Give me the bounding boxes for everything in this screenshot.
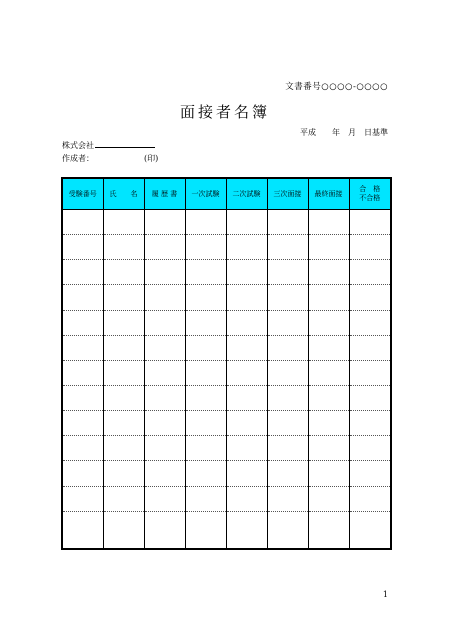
date-line: 平成 年 月 日基準 xyxy=(300,128,388,137)
table-cell[interactable] xyxy=(103,360,144,385)
header-first-exam: 一次試験 xyxy=(185,178,226,210)
table-row xyxy=(62,511,391,549)
table-cell[interactable] xyxy=(308,486,349,511)
table-cell[interactable] xyxy=(103,285,144,310)
table-cell[interactable] xyxy=(103,461,144,486)
table-cell[interactable] xyxy=(185,411,226,436)
table-cell[interactable] xyxy=(62,210,103,235)
table-cell[interactable] xyxy=(267,260,308,285)
header-resume: 履 歴 書 xyxy=(144,178,185,210)
table-row xyxy=(62,235,391,260)
header-second-exam: 二次試験 xyxy=(226,178,267,210)
table-cell[interactable] xyxy=(349,260,391,285)
author-label: 作成者： xyxy=(62,154,94,163)
table-cell[interactable] xyxy=(267,411,308,436)
table-cell[interactable] xyxy=(62,285,103,310)
table-cell[interactable] xyxy=(267,335,308,360)
table-cell[interactable] xyxy=(267,511,308,549)
table-cell[interactable] xyxy=(226,235,267,260)
table-cell[interactable] xyxy=(185,210,226,235)
table-cell[interactable] xyxy=(308,385,349,410)
table-cell[interactable] xyxy=(226,411,267,436)
table-cell[interactable] xyxy=(226,285,267,310)
table-cell[interactable] xyxy=(185,486,226,511)
table-cell[interactable] xyxy=(185,385,226,410)
header-fail-label: 不合格 xyxy=(359,194,381,202)
table-row xyxy=(62,461,391,486)
table-cell[interactable] xyxy=(308,411,349,436)
table-row xyxy=(62,411,391,436)
table-cell[interactable] xyxy=(349,235,391,260)
table-cell[interactable] xyxy=(62,385,103,410)
table-cell[interactable] xyxy=(185,360,226,385)
document-number: 文書番号○○○○-○○○○ xyxy=(285,82,388,92)
table-cell[interactable] xyxy=(103,310,144,335)
table-cell[interactable] xyxy=(185,511,226,549)
table-cell[interactable] xyxy=(308,360,349,385)
table-cell[interactable] xyxy=(349,360,391,385)
table-cell[interactable] xyxy=(62,360,103,385)
table-cell[interactable] xyxy=(349,486,391,511)
table-cell[interactable] xyxy=(103,486,144,511)
table-cell[interactable] xyxy=(144,360,185,385)
header-third-interview: 三次面接 xyxy=(267,178,308,210)
table-cell[interactable] xyxy=(62,461,103,486)
table-cell[interactable] xyxy=(144,436,185,461)
table-cell[interactable] xyxy=(349,285,391,310)
author-field xyxy=(62,153,159,164)
table-cell[interactable] xyxy=(308,285,349,310)
table-cell[interactable] xyxy=(226,511,267,549)
table-cell[interactable] xyxy=(62,436,103,461)
table-cell[interactable] xyxy=(308,335,349,360)
table-cell[interactable] xyxy=(103,385,144,410)
table-cell[interactable] xyxy=(144,335,185,360)
company-field xyxy=(62,139,155,151)
table-cell[interactable] xyxy=(267,310,308,335)
table-cell[interactable] xyxy=(62,486,103,511)
table-cell[interactable] xyxy=(308,436,349,461)
table-cell[interactable] xyxy=(103,260,144,285)
table-cell[interactable] xyxy=(308,260,349,285)
table-cell[interactable] xyxy=(144,310,185,335)
table-cell[interactable] xyxy=(349,511,391,549)
table-cell[interactable] xyxy=(226,385,267,410)
table-cell[interactable] xyxy=(226,461,267,486)
table-header-row xyxy=(62,178,391,210)
table-row xyxy=(62,385,391,410)
table-row xyxy=(62,210,391,235)
table-cell[interactable] xyxy=(226,360,267,385)
table-cell[interactable] xyxy=(308,235,349,260)
table-cell[interactable] xyxy=(308,210,349,235)
table-cell[interactable] xyxy=(144,210,185,235)
table-body xyxy=(62,210,391,550)
table-cell[interactable] xyxy=(144,511,185,549)
table-cell[interactable] xyxy=(349,385,391,410)
header-pass-label: 合 格 xyxy=(359,185,381,193)
table-row xyxy=(62,260,391,285)
table-cell[interactable] xyxy=(144,411,185,436)
table-cell[interactable] xyxy=(185,285,226,310)
page-title: 面接者名簿 xyxy=(179,103,270,121)
table-cell[interactable] xyxy=(103,511,144,549)
table-cell[interactable] xyxy=(267,436,308,461)
table-cell[interactable] xyxy=(226,335,267,360)
table-row xyxy=(62,310,391,335)
table-row xyxy=(62,360,391,385)
table-cell[interactable] xyxy=(144,486,185,511)
table-cell[interactable] xyxy=(349,461,391,486)
table-cell[interactable] xyxy=(185,310,226,335)
table-cell[interactable] xyxy=(62,310,103,335)
table-row xyxy=(62,285,391,310)
table-cell[interactable] xyxy=(62,260,103,285)
company-label: 株式会社 xyxy=(62,141,94,150)
table-cell[interactable] xyxy=(103,210,144,235)
table-cell[interactable] xyxy=(185,235,226,260)
table-cell[interactable] xyxy=(103,436,144,461)
page-number: 1 xyxy=(382,590,388,599)
header-exam-number: 受験番号 xyxy=(62,178,103,210)
table-cell[interactable] xyxy=(226,210,267,235)
table-row xyxy=(62,486,391,511)
table-cell[interactable] xyxy=(267,360,308,385)
table-cell[interactable] xyxy=(349,335,391,360)
table-cell[interactable] xyxy=(267,461,308,486)
table-cell[interactable] xyxy=(308,511,349,549)
table-cell[interactable] xyxy=(62,235,103,260)
table-cell[interactable] xyxy=(62,511,103,549)
table-cell[interactable] xyxy=(103,411,144,436)
table-cell[interactable] xyxy=(267,235,308,260)
table-cell[interactable] xyxy=(144,285,185,310)
table-cell[interactable] xyxy=(226,486,267,511)
table-cell[interactable] xyxy=(144,260,185,285)
table-cell[interactable] xyxy=(144,385,185,410)
header-final-interview: 最終面接 xyxy=(308,178,349,210)
table-cell[interactable] xyxy=(144,235,185,260)
table-cell[interactable] xyxy=(185,335,226,360)
table-cell[interactable] xyxy=(226,260,267,285)
header-pass-fail xyxy=(349,178,391,210)
table-cell[interactable] xyxy=(267,285,308,310)
company-name-blank xyxy=(95,139,155,148)
table-cell[interactable] xyxy=(144,461,185,486)
table-cell[interactable] xyxy=(226,310,267,335)
table-cell[interactable] xyxy=(62,411,103,436)
table-cell[interactable] xyxy=(103,335,144,360)
table-cell[interactable] xyxy=(185,436,226,461)
table-cell[interactable] xyxy=(349,210,391,235)
table-cell[interactable] xyxy=(267,385,308,410)
table-cell[interactable] xyxy=(349,411,391,436)
table-cell[interactable] xyxy=(349,310,391,335)
table-cell[interactable] xyxy=(267,210,308,235)
table-cell[interactable] xyxy=(185,260,226,285)
table-cell[interactable] xyxy=(103,235,144,260)
interviewee-roster-table xyxy=(61,177,392,550)
table-row xyxy=(62,436,391,461)
table-cell[interactable] xyxy=(308,310,349,335)
table-cell[interactable] xyxy=(308,461,349,486)
table-cell[interactable] xyxy=(349,436,391,461)
table-cell[interactable] xyxy=(185,461,226,486)
seal-mark: (印) xyxy=(144,154,159,163)
header-name: 氏 名 xyxy=(103,178,144,210)
table-row xyxy=(62,335,391,360)
table-cell[interactable] xyxy=(62,335,103,360)
table-cell[interactable] xyxy=(226,436,267,461)
table-cell[interactable] xyxy=(267,486,308,511)
